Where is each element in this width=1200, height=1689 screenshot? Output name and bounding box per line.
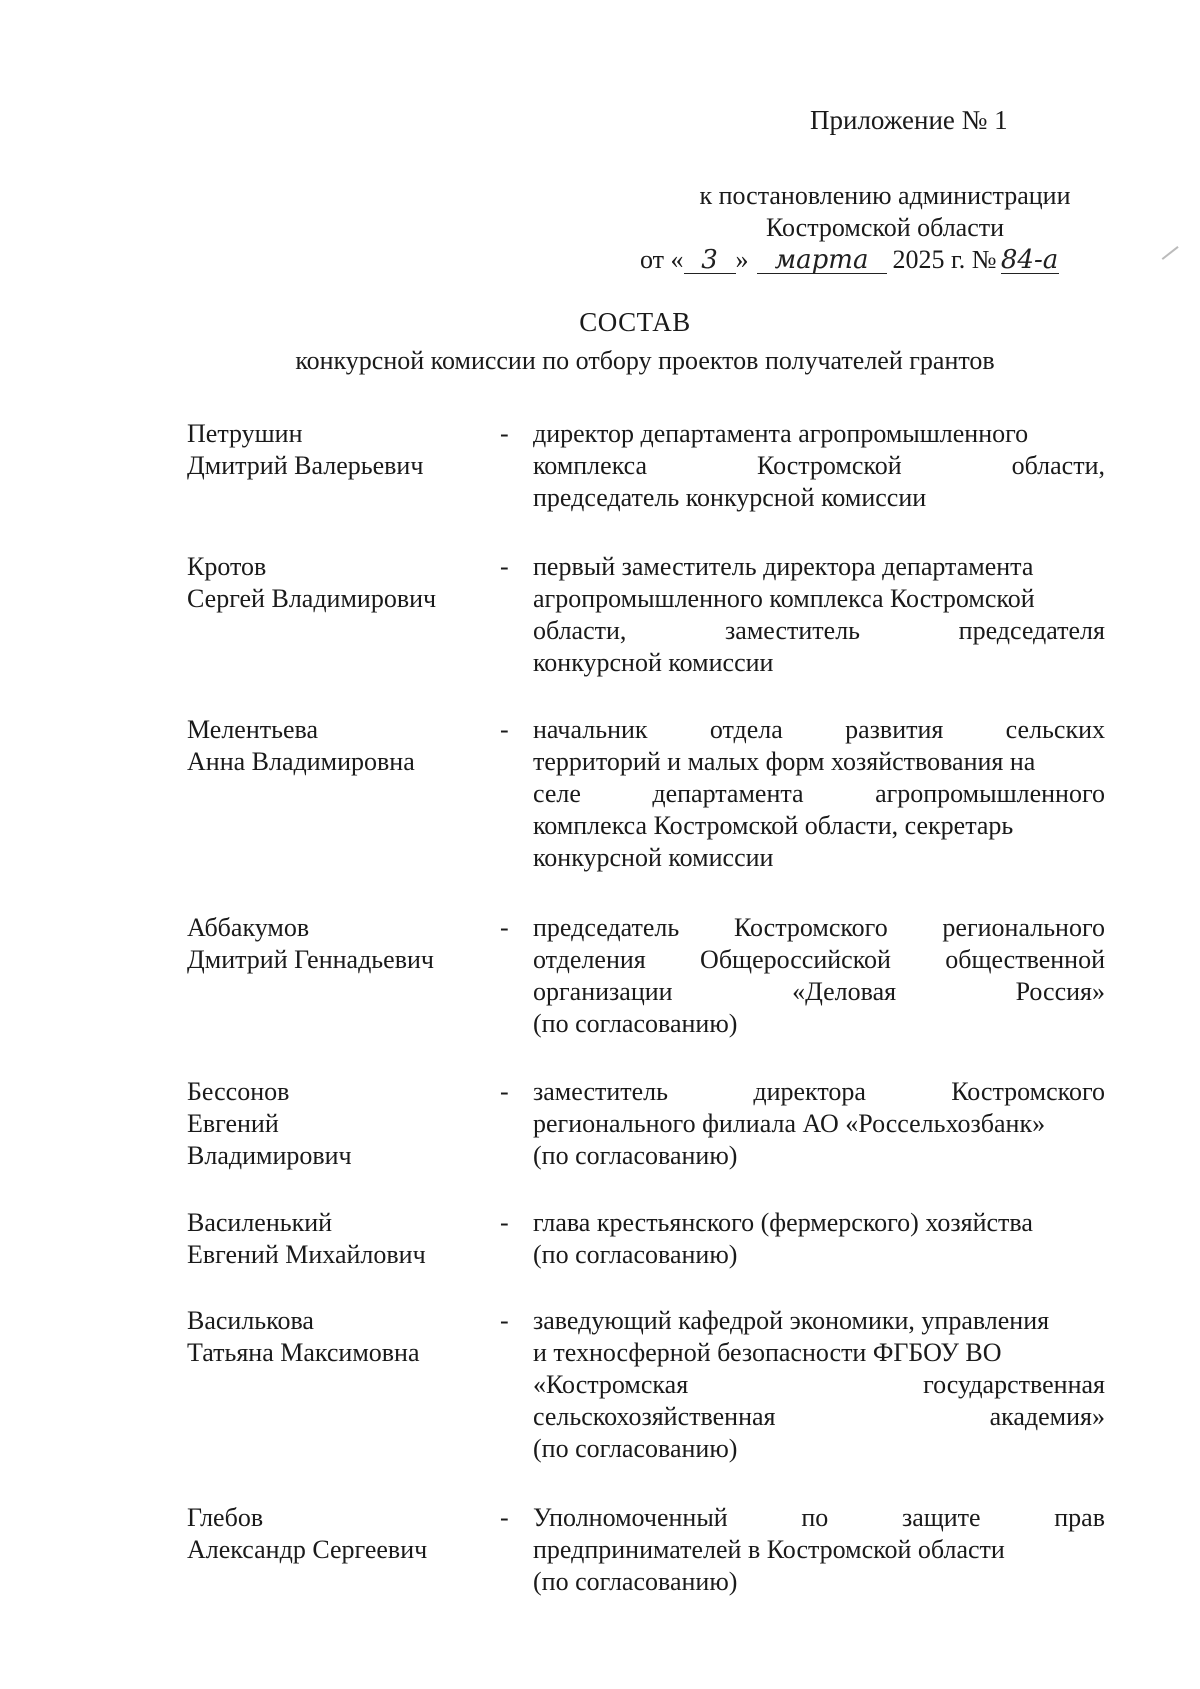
member-role-word: предпринимателей в Костромской области [533, 1535, 1005, 1564]
member-role [533, 714, 1105, 874]
member-role-line [533, 1566, 1105, 1598]
member-role-word: заместитель [533, 1077, 669, 1106]
member-role-word: регионального [942, 913, 1105, 942]
member-role [533, 912, 1105, 1040]
member-name-line: Евгений [187, 1109, 279, 1138]
member-name-line: Аббакумов [187, 913, 310, 942]
member-name [187, 551, 477, 615]
member-role-word: отделения [533, 945, 646, 974]
member-name-line: Петрушин [187, 419, 303, 448]
region-name: Костромской области [765, 213, 1005, 242]
member-dash: - [500, 715, 509, 744]
member-role-line [533, 1401, 1105, 1433]
member-role-word: (по согласованию) [533, 1434, 738, 1463]
member-role-line [533, 810, 1105, 842]
member-role-word: директор департамента агропромышленного [533, 419, 1029, 448]
member-role [533, 551, 1105, 679]
member-role-word: (по согласованию) [533, 1240, 738, 1269]
member-role-word: конкурсной комиссии [533, 648, 774, 677]
member-role-line [533, 944, 1105, 976]
member-name [187, 418, 477, 482]
member-role-word: Костромского [951, 1077, 1105, 1106]
date-prefix: от « [640, 245, 684, 274]
member-name [187, 1502, 477, 1566]
member-role-line [533, 746, 1105, 778]
member-dash: - [500, 913, 509, 942]
member-name-line: Евгений Михайлович [187, 1240, 426, 1269]
member-role-line [533, 1369, 1105, 1401]
member-role-word: области, [533, 616, 627, 645]
member-role-line [533, 778, 1105, 810]
member-role-line [533, 551, 1105, 583]
member-role-word: первый заместитель директора департамента [533, 552, 1034, 581]
member-role-line [533, 482, 1105, 514]
member-name-line: Бессонов [187, 1077, 290, 1106]
member-dash: - [500, 1208, 509, 1237]
member-role-line [533, 615, 1105, 647]
member-role-word: организации [533, 977, 673, 1006]
member-role [533, 1207, 1105, 1271]
member-role-word: председатель конкурсной комиссии [533, 483, 927, 512]
member-role-line [533, 647, 1105, 679]
member-role-line [533, 418, 1105, 450]
member-role-word: регионального филиала АО «Россельхозбанк» [533, 1109, 1046, 1138]
date-mid: » [735, 245, 749, 274]
appendix-number: Приложение № 1 [810, 105, 1008, 135]
member-role-word: государственная [923, 1370, 1105, 1399]
date-year: 2025 г. № [892, 245, 997, 274]
member-role-word: глава крестьянского (фермерского) хозяйства [533, 1208, 1033, 1237]
member-role-word: «Костромская [533, 1370, 689, 1399]
member-role-word: и техносферной безопасности ФГБОУ ВО [533, 1338, 1002, 1367]
document-title: СОСТАВ [579, 307, 691, 337]
member-name-line: Анна Владимировна [187, 747, 415, 776]
member-name-line: Мелентьева [187, 715, 318, 744]
member-name-line: Татьяна Максимовна [187, 1338, 420, 1367]
member-dash: - [500, 1503, 509, 1532]
member-name [187, 1305, 477, 1369]
member-role-word: председателя [958, 616, 1105, 645]
member-role-line [533, 1305, 1105, 1337]
member-role-word: защите [901, 1503, 981, 1532]
member-role-line [533, 1502, 1105, 1534]
member-name-line: Дмитрий Валерьевич [187, 451, 424, 480]
member-role-word: комплекса [533, 451, 648, 480]
member-role-line [533, 714, 1105, 746]
member-name-line: Василькова [187, 1306, 314, 1335]
member-role-word: отдела [709, 715, 783, 744]
member-role-word: сельскохозяйственная [533, 1402, 776, 1431]
member-name-line: Глебов [187, 1503, 264, 1532]
member-dash: - [500, 419, 509, 448]
member-name-line: Александр Сергеевич [187, 1535, 428, 1564]
document-subtitle: конкурсной комиссии по отбору проектов получателей грантов [295, 346, 995, 375]
member-role-word: заместитель [725, 616, 861, 645]
member-role-line [533, 1239, 1105, 1271]
member-role-word: комплекса Костромской области, секретарь [533, 811, 1014, 840]
member-role-word: селе [533, 779, 581, 808]
member-name-line: Сергей Владимирович [187, 584, 437, 613]
member-role-word: заведующий кафедрой экономики, управления [533, 1306, 1050, 1335]
member-role-word: области, [1011, 451, 1105, 480]
member-role-line [533, 912, 1105, 944]
member-dash: - [500, 1306, 509, 1335]
member-role-word: академия» [989, 1402, 1105, 1431]
member-role-word: Костромской [757, 451, 902, 480]
member-role-word: Уполномоченный [533, 1503, 728, 1532]
member-role-line [533, 583, 1105, 615]
member-role [533, 1305, 1105, 1465]
member-dash: - [500, 1077, 509, 1106]
member-role-line [533, 1534, 1105, 1566]
member-role-word: (по согласованию) [533, 1141, 738, 1170]
member-name-line: Владимирович [187, 1141, 352, 1170]
member-role-line [533, 1337, 1105, 1369]
member-role-word: сельских [1005, 715, 1105, 744]
member-role-line [533, 1008, 1105, 1040]
member-role-line [533, 1076, 1105, 1108]
member-dash: - [500, 552, 509, 581]
member-role-word: конкурсной комиссии [533, 843, 774, 872]
handwritten-day: 3 [684, 247, 736, 274]
member-role-word: Россия» [1015, 977, 1105, 1006]
member-role-word: развития [845, 715, 944, 744]
member-role-word: (по согласованию) [533, 1567, 738, 1596]
resolution-reference: к постановлению администрации [699, 181, 1071, 210]
member-role [533, 1502, 1105, 1598]
member-role-line [533, 976, 1105, 1008]
member-role-line [533, 1140, 1105, 1172]
member-role-word: агропромышленного комплекса Костромской [533, 584, 1035, 613]
member-role-line [533, 1207, 1105, 1239]
member-role-word: директора [753, 1077, 866, 1106]
member-name-line: Василенький [187, 1208, 333, 1237]
member-role-word: Костромского [733, 913, 888, 942]
member-role-word: Общероссийской [700, 945, 891, 974]
member-name [187, 1076, 477, 1172]
member-name [187, 714, 477, 778]
member-role-word: общественной [945, 945, 1105, 974]
member-role-word: департамента [652, 779, 804, 808]
member-role-line [533, 842, 1105, 874]
member-role-word: по [801, 1503, 829, 1532]
member-role-line [533, 1433, 1105, 1465]
member-name [187, 912, 477, 976]
member-role-line [533, 450, 1105, 482]
resolution-date-line [640, 244, 1140, 276]
scan-mark [1162, 246, 1179, 259]
member-role-line [533, 1108, 1105, 1140]
member-role-word: «Деловая [792, 977, 897, 1006]
member-name-line: Кротов [187, 552, 267, 581]
member-role-word: прав [1054, 1503, 1105, 1532]
handwritten-doc-number: 84-а [1000, 245, 1059, 275]
member-name [187, 1207, 477, 1271]
member-role [533, 418, 1105, 514]
member-role-word: начальник [533, 715, 648, 744]
member-role-word: председатель [533, 913, 680, 942]
member-name-line: Дмитрий Геннадьевич [187, 945, 434, 974]
member-role-word: агропромышленного [875, 779, 1105, 808]
member-role-word: территорий и малых форм хозяйствования на [533, 747, 1036, 776]
handwritten-month: марта [757, 247, 887, 274]
member-role-word: (по согласованию) [533, 1009, 738, 1038]
member-role [533, 1076, 1105, 1172]
